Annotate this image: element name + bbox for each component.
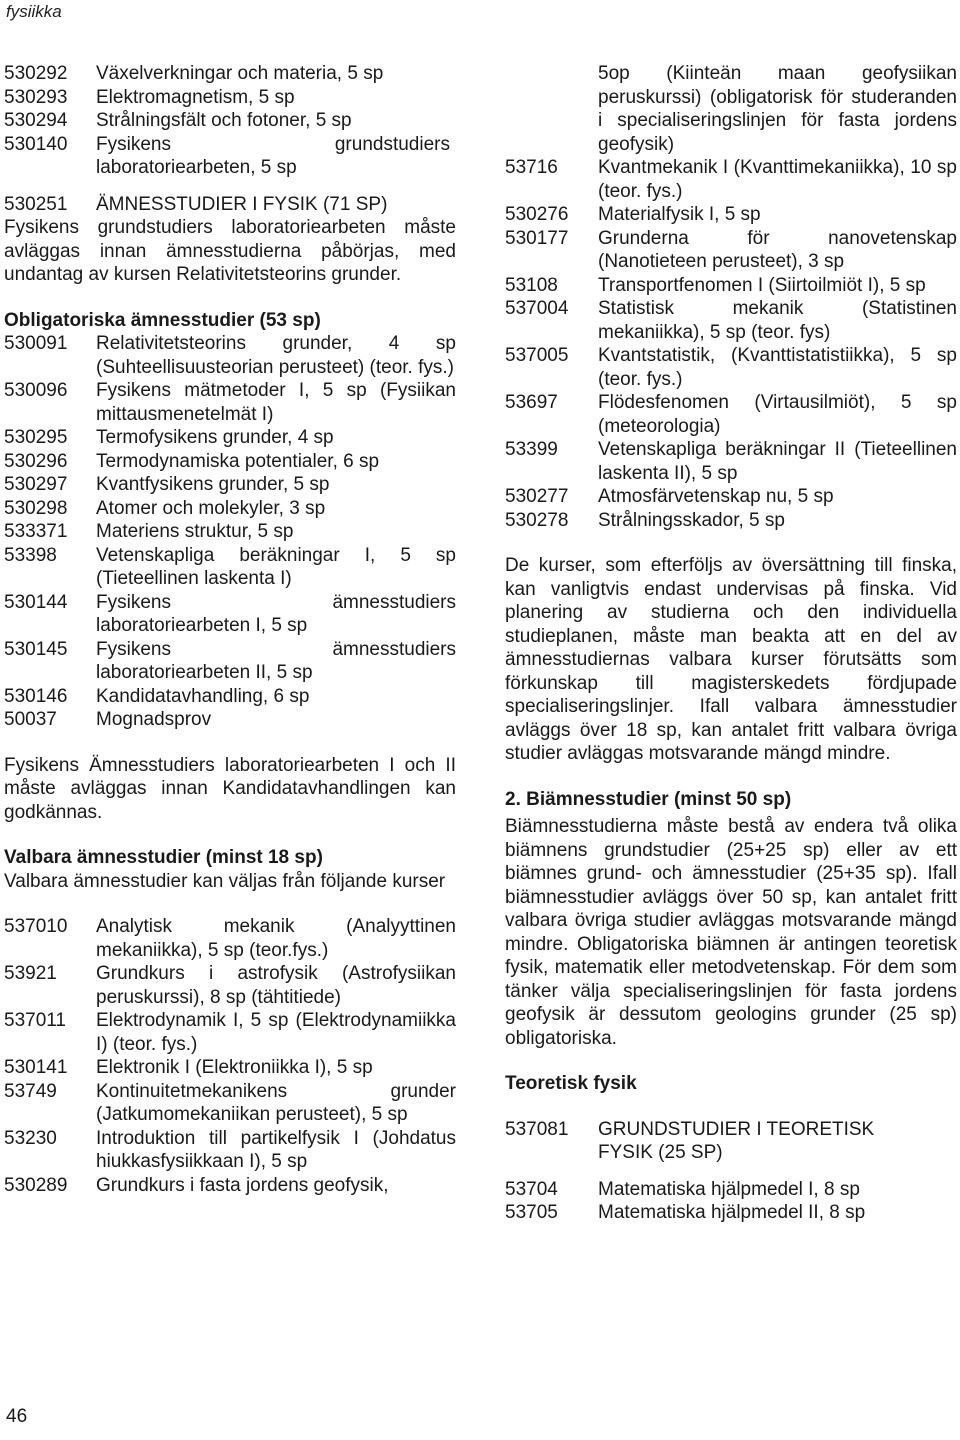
course-title: Grunderna för nanovetenskap (Nanotieteen perusteet), 3 sp (598, 227, 957, 272)
mandatory-course-list (4, 332, 456, 732)
course-item (505, 391, 957, 438)
course-title: Statistisk mekanik (Statistinen mekaniikka), 5 sp (teor. fys) (598, 298, 957, 343)
course-item (4, 1127, 456, 1174)
minor-studies-text: Biämnesstudierna måste bestå av endera två olika biämnens grundstudier (25+25 sp) eller av ett biämnes grund- och ämnesstudier (25+35 sp). Ifall biämnesstudier avläggs över 50 sp, kan antalet fritt valbara övriga studier avläggas motsvarande mängd mindre. Obligatoriska biämnen är antingen teoretisk fysik, matematik eller metodvetenskap. För dem som tänker välja specialiseringslinjen för fasta jordens geofysik är dessutom geologins grunder (25 sp) obligatoriska. (505, 816, 957, 1049)
course-title: Mognadsprov (96, 709, 212, 730)
optional-intro: Valbara ämnesstudier kan väljas från följande kurser (4, 870, 446, 892)
course-title: Fysikens ämnesstudiers laboratoriearbeten I, 5 sp (96, 591, 456, 636)
course-code: 530278 (505, 509, 569, 531)
subject-block-heading (4, 193, 456, 217)
course-code: 530298 (4, 497, 68, 519)
course-item (4, 638, 456, 685)
course-code: 530144 (4, 591, 68, 613)
course-title: Vetenskapliga beräkningar I, 5 sp (Tieteellinen laskenta I) (96, 544, 456, 589)
course-code: 53705 (505, 1202, 558, 1223)
course-item (4, 426, 456, 450)
course-item (4, 473, 456, 497)
course-title: Elektromagnetism, 5 sp (96, 86, 295, 108)
course-item (4, 708, 456, 732)
course-code: 530140 (4, 133, 68, 155)
course-item (505, 485, 957, 509)
block-title: GRUNDSTUDIER I TEORETISK FYSIK (25 SP) (598, 1118, 875, 1163)
course-item (505, 227, 957, 274)
course-item (4, 62, 456, 86)
continued-course-text: 5op (Kiinteän maan geofysiikan peruskurssi) (obligatorisk för studeranden i specialiseringslinjen för fasta jordens geofysik) (598, 63, 957, 155)
course-item (4, 915, 456, 962)
course-code: 533371 (4, 521, 68, 542)
course-code: 530141 (4, 1057, 68, 1078)
course-title: Atmosfärvetenskap nu, 5 sp (598, 486, 834, 507)
course-item (505, 344, 957, 391)
course-item (4, 109, 456, 133)
course-title: Matematiska hjälpmedel II, 8 sp (598, 1202, 866, 1223)
course-code: 530276 (505, 204, 569, 225)
course-title: Fysikens grundstudiers laboratoriearbeten, 5 sp (96, 133, 450, 178)
course-code: 53230 (4, 1127, 57, 1149)
course-item (505, 1201, 957, 1225)
course-title: Grundkurs i astrofysik (Astrofysiikan peruskurssi), 8 sp (tähtitiede) (96, 963, 456, 1008)
optional-course-list-continued (505, 156, 957, 532)
course-code: 530289 (4, 1174, 68, 1196)
course-item (505, 203, 957, 227)
course-title: Materiens struktur, 5 sp (96, 521, 294, 542)
course-code: 537010 (4, 916, 68, 937)
course-title: Strålningsfält och fotoner, 5 sp (96, 110, 352, 131)
block-code: 537081 (505, 1118, 569, 1140)
course-item (4, 86, 456, 110)
course-code: 530277 (505, 486, 569, 507)
right-column (505, 62, 957, 1225)
course-code: 530096 (4, 380, 68, 401)
course-title: Atomer och molekyler, 3 sp (96, 497, 326, 519)
course-code: 53108 (505, 274, 558, 296)
course-title: Materialfysik I, 5 sp (598, 204, 761, 225)
course-item (4, 685, 456, 709)
course-title: Introduktion till partikelfysik I (Johdatus hiukkasfysiikkaan I), 5 sp (96, 1127, 456, 1172)
course-item (4, 332, 456, 379)
course-title: Kontinuitetmekanikens grunder (Jatkumomekaniikan perusteet), 5 sp (96, 1080, 456, 1125)
course-code: 530295 (4, 427, 68, 448)
course-title: Kandidatavhandling, 6 sp (96, 685, 310, 707)
course-item (505, 1178, 957, 1202)
course-item (505, 297, 957, 344)
course-code: 53921 (4, 963, 57, 984)
course-code: 537005 (505, 345, 569, 366)
course-code: 530293 (4, 86, 68, 108)
course-code: 53697 (505, 392, 558, 413)
course-item (4, 1174, 456, 1198)
course-item (4, 1080, 456, 1127)
course-code: 53398 (4, 544, 57, 566)
block-title: ÄMNESSTUDIER I FYSIK (71 SP) (96, 193, 388, 215)
left-column (4, 62, 456, 1197)
running-header: fysiikka (6, 2, 62, 21)
course-code: 530292 (4, 63, 68, 84)
course-code: 530296 (4, 450, 68, 472)
course-code: 537011 (4, 1010, 66, 1031)
course-title: Termodynamiska potentialer, 6 sp (96, 450, 380, 472)
course-item (4, 379, 456, 426)
course-title: Växelverkningar och materia, 5 sp (96, 63, 384, 84)
course-title: Fysikens ämnesstudiers laboratoriearbeten II, 5 sp (96, 638, 456, 683)
course-title: Kvantmekanik I (Kvanttimekaniikka), 10 sp (teor. fys.) (598, 157, 957, 202)
course-code: 53749 (4, 1080, 57, 1102)
course-title: Kvantfysikens grunder, 5 sp (96, 474, 330, 495)
course-title: Strålningsskador, 5 sp (598, 509, 785, 531)
course-item (4, 962, 456, 1009)
course-code: 530297 (4, 474, 68, 495)
course-item (505, 438, 957, 485)
theory-block-heading (505, 1118, 957, 1165)
thesis-note: Fysikens Ämnesstudiers laboratoriearbeten I och II måste avläggas innan Kandidatavhandlingen kan godkännas. (4, 754, 456, 823)
course-title: Grundkurs i fasta jordens geofysik, (96, 1174, 389, 1196)
course-item (4, 1056, 456, 1080)
course-code: 50037 (4, 709, 57, 730)
theory-course-list (505, 1178, 957, 1225)
course-title: Matematiska hjälpmedel I, 8 sp (598, 1178, 860, 1200)
course-code: 530294 (4, 110, 68, 131)
course-title: Elektronik I (Elektroniikka I), 5 sp (96, 1057, 373, 1078)
subject-note: Fysikens grundstudiers laboratoriearbeten måste avläggas innan ämnesstudierna påbörjas, med undantag av kursen Relativitetsteorins grunder. (4, 217, 456, 285)
course-code: 530146 (4, 685, 68, 707)
course-item (4, 591, 456, 638)
course-item (4, 520, 456, 544)
course-title: Vetenskapliga beräkningar II (Tieteellinen laskenta II), 5 sp (598, 439, 957, 484)
block-code: 530251 (4, 193, 68, 215)
course-code: 53704 (505, 1178, 558, 1200)
course-code: 530145 (4, 638, 68, 660)
page-number: 46 (6, 1406, 28, 1427)
course-title: Transportfenomen I (Siirtoilmiöt I), 5 sp (598, 274, 926, 296)
course-title: Termofysikens grunder, 4 sp (96, 427, 334, 448)
course-title: Kvantstatistik, (Kvanttistatistiikka), 5 sp (teor. fys.) (598, 345, 957, 390)
course-code: 530091 (4, 333, 68, 354)
optional-course-list (4, 915, 456, 1197)
course-item (4, 497, 456, 521)
course-item (4, 450, 456, 474)
optional-studies-note: De kurser, som efterföljs av översättning till finska, kan vanligtvis endast undervisas på finska. Vid planering av studierna och den individuella studieplanen, måste man beakta att en del av ämnesstudiernas valbara kurser förutsätts som förkunskap till magisterskedets fördjupade specialiseringslinjer. Ifall valbara ämnesstudier avläggs över 18 sp, kan antalet fritt valbara övriga studier avläggas motsvarande mängd mindre. (505, 555, 957, 764)
course-title: Analytisk mekanik (Analyyttinen mekaniikka), 5 sp (teor.fys.) (96, 916, 456, 961)
course-title: Flödesfenomen (Virtausilmiöt), 5 sp (meteorologia) (598, 392, 957, 437)
course-title: Elektrodynamik I, 5 sp (Elektrodynamiikka I) (teor. fys.) (96, 1010, 456, 1055)
intro-course-list (4, 62, 456, 180)
course-title: Fysikens mätmetoder I, 5 sp (Fysiikan mittausmenetelmät I) (96, 380, 456, 425)
course-item (505, 156, 957, 203)
course-item (4, 544, 456, 591)
optional-heading: Valbara ämnesstudier (minst 18 sp) (4, 847, 323, 868)
theory-heading: Teoretisk fysik (505, 1073, 637, 1094)
course-item (4, 1009, 456, 1056)
course-code: 53716 (505, 157, 558, 178)
course-item (505, 509, 957, 533)
course-code: 530177 (505, 227, 569, 249)
course-item (4, 133, 456, 180)
course-title: Relativitetsteorins grunder, 4 sp (Suhteellisuusteorian perusteet) (teor. fys.) (96, 333, 456, 378)
mandatory-heading: Obligatoriska ämnesstudier (53 sp) (4, 309, 321, 331)
minor-studies-heading: 2. Biämnesstudier (minst 50 sp) (505, 788, 792, 810)
course-code: 53399 (505, 439, 558, 460)
course-item (505, 274, 957, 298)
course-code: 537004 (505, 298, 569, 319)
